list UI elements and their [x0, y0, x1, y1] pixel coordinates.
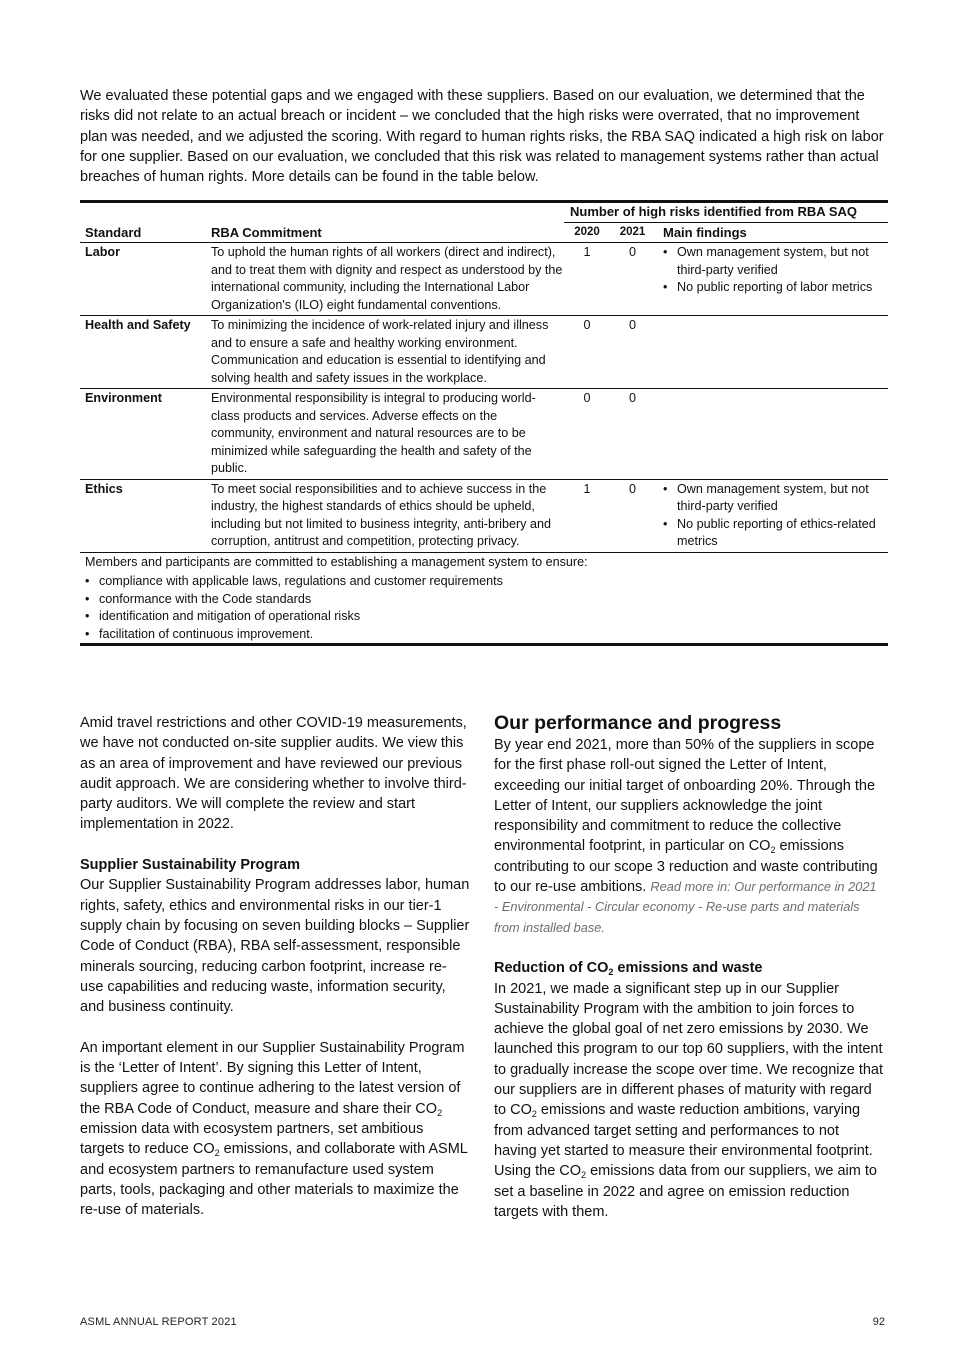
row-2020: 1: [583, 481, 591, 496]
row-2021: 0: [628, 391, 636, 405]
footnote-item: • compliance with applicable laws, regulations and customer requirements: [85, 573, 883, 591]
row-2020: 1: [583, 245, 591, 259]
covid-audit-paragraph: Amid travel restrictions and other COVID-19 measurements, we have not conducted on-site supplier audits. We view this as an area of improvement and have reviewed our previous audit approach. We are considering whether to involve third-party auditors. We will complete the review and start implementation in 2022.: [80, 715, 467, 833]
row-findings: [655, 390, 888, 478]
row-2021: 0: [628, 245, 636, 259]
row-findings: [655, 244, 888, 314]
row-standard: Health and Safety: [85, 318, 191, 332]
footnote-item: • facilitation of continuous improvement.: [85, 626, 883, 644]
finding-item: • Own management system, but not third-party verified: [663, 481, 888, 516]
letter-of-intent-paragraph: An important element in our Supplier Sustainability Program is the ‘Letter of Intent’. By signing this Letter of Intent, suppliers agree to continue adhering to the latest version of the RBA Code of Conduct, measure and share their $CO_2$ emission data with ecosystem partners, set ambitious targets to reduce $CO_2$ emissions, and collaborate with ASML and ecosystem partners to remanufacture used system parts, tools, packaging and other materials to maximize the re-use of materials.: [80, 1039, 468, 1219]
header-2021: 2021: [619, 226, 646, 238]
ssp-heading: Supplier Sustainability Program: [80, 857, 300, 874]
header-standard: Standard: [85, 225, 142, 240]
row-findings: [655, 481, 888, 551]
finding-item: • No public reporting of labor metrics: [663, 279, 888, 297]
performance-heading: Our performance and progress: [494, 712, 782, 734]
performance-paragraph: By year end 2021, more than 50% of the suppliers in scope for the first phase roll-out signed the Letter of Intent, exceeding our initial target of onboarding 20%. Through the Letter of Intent, our suppliers acknowledge the joint responsibility and commitment to reduce the collective environmental footprint, in particular on $CO_2$ emissions contributing to our scope 3 reduction and waste contributing to our re-use ambitions. Read more in: Our performance in 2021 - Environmental - Circular economy - Re-use parts and materials from installed base.: [494, 737, 878, 935]
footnote-item: • identification and mitigation of operational risks: [85, 608, 883, 626]
row-2021: 0: [628, 481, 636, 496]
table-footnote: [80, 552, 888, 644]
footnote-intro: Members and participants are committed to establishing a management system to ensure:: [85, 554, 588, 569]
row-commitment: Environmental responsibility is integral to producing world-class products and services. Adverse effects on the community, environment and natural resources are to be minimized while safeguarding the health and safety of the public.: [211, 391, 536, 475]
ssp-paragraph: Our Supplier Sustainability Program addresses labor, human rights, safety, ethics and environmental risks in our tier-1 supply chain by focusing on seven building blocks – Supplier Code of Conduct (RBA), RBA self-assessment, responsible minerals sourcing, reducing carbon footprint, increase re-use capabilities and reducing waste, information security, and business continuity.: [80, 877, 470, 1016]
header-commitment: RBA Commitment: [211, 225, 322, 240]
table-row: [80, 242, 888, 315]
row-2020: 0: [583, 318, 591, 332]
row-2021: 0: [628, 318, 636, 332]
group-label: Number of high risks identified from RBA SAQ: [564, 203, 888, 223]
finding-item: • No public reporting of ethics-related metrics: [663, 516, 888, 551]
row-standard: Ethics: [85, 481, 123, 496]
page-number: 92: [872, 1316, 885, 1328]
row-findings: [655, 317, 888, 387]
row-standard: Labor: [85, 245, 120, 259]
row-commitment: To minimizing the incidence of work-related injury and illness and to ensure a safe and healthy working environment. Communication and education is essential to identifying and solving health and safety issues in the workplace.: [211, 318, 549, 385]
table-header-row: [80, 223, 888, 242]
left-column: [80, 713, 470, 1241]
footnote-item: • conformance with the Code standards: [85, 591, 883, 609]
row-commitment: To uphold the human rights of all workers (direct and indirect), and to treat them with dignity and respect as understood by the international community, including the International Labor Organization's (ILO) eight fundamental conventions.: [211, 245, 563, 312]
table-row: [80, 479, 888, 552]
header-findings: Main findings: [663, 225, 747, 240]
read-more-link[interactable]: Read more in: Our performance in 2021 - Environmental - Circular economy - Re-use parts and materials from installed base.: [494, 879, 877, 935]
row-standard: Environment: [85, 391, 162, 405]
reduction-paragraph: In 2021, we made a significant step up in our Supplier Sustainability Program with the ambition to join forces to achieve the global goal of net zero emissions by 2030. We launched this program to our top 60 suppliers, with the intent to gradually increase the scope over time. We recognize that our suppliers are in different phases of maturity with regard to $CO_2$ emissions and waste reduction ambitions, varying from advanced target setting and performances to not having yet started to measure their environmental footprint. Using the $CO_2$ emissions data from our suppliers, we aim to set a baseline in 2022 and agree on emission reduction targets with them.: [494, 980, 884, 1220]
row-commitment: To meet social responsibilities and to achieve success in the industry, the highest standards of ethics should be upheld, including but not limited to business integrity, anti-bribery and corruption, antitrust and competition, protecting privacy.: [211, 481, 551, 548]
header-2020: 2020: [574, 226, 600, 238]
table-row: [80, 388, 888, 479]
report-footer: ASML ANNUAL REPORT 2021: [80, 1316, 237, 1328]
intro-paragraph: We evaluated these potential gaps and we engaged with these suppliers. Based on our evaluation, we determined that the risks did not relate to an actual breach or incident – we concluded that the high risks were overrated, that no improvement plan was needed, and we adjusted the scoring. With regard to human rights risks, the RBA SAQ indicated a high risk on labor for one supplier. Based on our evaluation, we concluded that this risk was related to management systems rather than actual breaches of human rights. More details can be found in the table below.: [80, 88, 884, 186]
rba-risk-table: [80, 200, 888, 646]
row-2020: 0: [583, 391, 591, 405]
reduction-heading: Reduction of $CO_2$ emissions and waste: [494, 960, 763, 978]
right-column: [494, 713, 884, 1242]
table-row: [80, 315, 888, 388]
table-group-header: [80, 203, 888, 223]
finding-item: • Own management system, but not third-party verified: [663, 244, 888, 279]
